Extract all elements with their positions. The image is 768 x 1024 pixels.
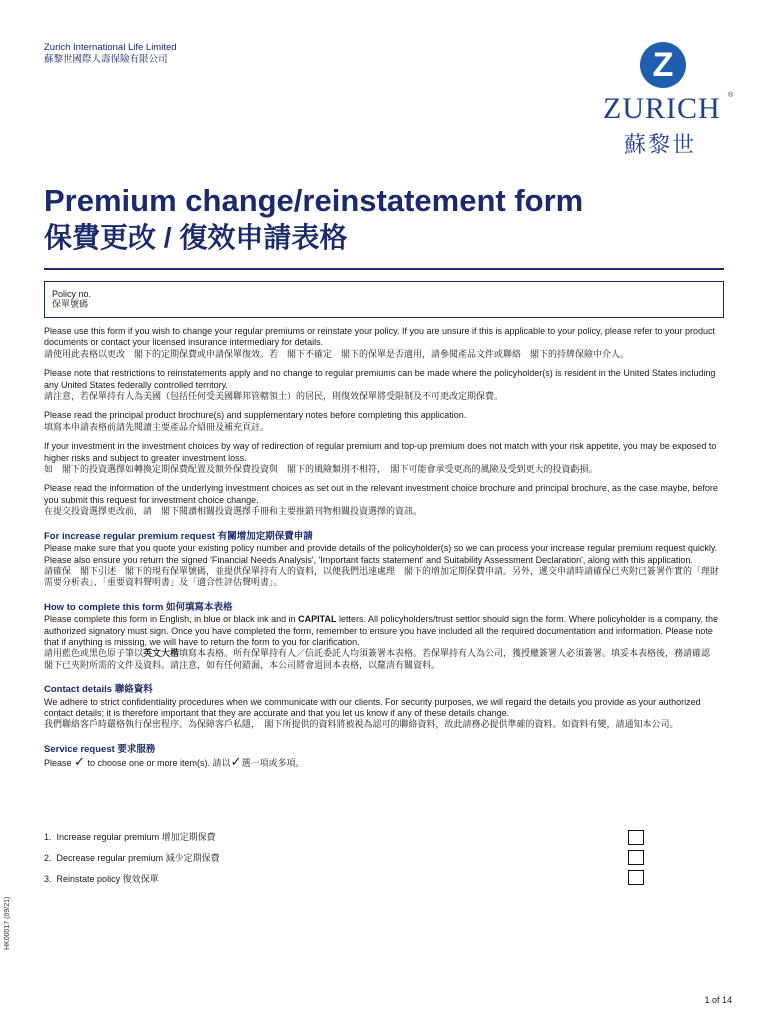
registered-mark: ® [728,92,734,99]
howto-heading-en: How to complete this form [44,601,164,613]
option-label-en: Increase regular premium [56,832,160,842]
instruction-text-en: to choose one or more item(s). [87,758,211,769]
option-label-cn: 減少定期保費 [165,853,220,863]
capital-emphasis-cn: 英文大楷 [143,648,180,659]
intro-text-en: Please note that restrictions to reinstatements apply and no change to regular premiums can be made where the policyholder(s) is resident in the United States including any United States federally controlled territory. [44,368,716,390]
contact-heading-en: Contact details [44,684,113,696]
intro-text-cn: 在提交投資選擇更改前，請 閣下閱讀相關投資選擇手冊和主要推銷刊物相關投資選擇的資訊。 [44,506,423,517]
option-number: 3. [44,874,52,884]
option-number: 1. [44,832,52,842]
zurich-logo [598,42,738,162]
intro-text-cn: 請使用此表格以更改 閣下的定期保費或申請保單復效。若 閣下不確定 閣下的保單是否適用，請參閱產品文件或聯絡 閣下的持牌保險中介人。 [44,348,630,359]
intro-text-en: If your investment in the investment choices by way of redirection of regular premium and top-up premium does not match with your risk appetite, you may be exposed to higher risks and subject to greater investment loss. [44,441,717,463]
option-label-en: Decrease regular premium [56,853,164,863]
option-number: 2. [44,853,52,863]
page-title: Premium change/reinstatement form [44,183,584,218]
intro-paragraph [44,326,726,360]
page-number: 1 of 14 [704,995,732,1005]
intro-text-en: Please read the information of the underlying investment choices as set out in the relevant investment choice brochure and principal brochure, as the case maybe, before you submit this request for investment choice change. [44,483,718,505]
contact-heading-cn: 聯絡資料 [114,684,153,696]
option-label-en: Reinstate policy [56,874,121,884]
instruction-text-en: Please [44,758,72,769]
howto-text-en: letters. All policyholders/trust settlor should sign the form. Where policyholder is a company, the authorized signatory must sign. Once you have completed the form, remember to ensure you have included all the required documentation and information. Please note that if anything is missing, we will have to return the form to you for clarification. [44,614,718,647]
intro-paragraph [44,368,726,402]
form-code: HK00017 (09/21) [4,896,11,950]
logo-chinese: 蘇黎世 [624,132,697,157]
company-name-cn: 蘇黎世國際人壽保險有限公司 [44,54,168,65]
logo-wordmark: ZURICH [603,92,721,125]
intro-paragraph [44,441,726,475]
increase-premium-checkbox[interactable] [628,830,644,845]
instruction-text-cn: 請以 [212,758,231,769]
policy-number-field[interactable] [44,281,724,318]
increase-heading [44,531,726,542]
option-label-cn: 增加定期保費 [161,832,216,842]
service-option-decrease [44,853,220,874]
company-name [44,42,177,66]
service-heading [44,744,726,755]
intro-text-en: Please use this form if you wish to change your regular premiums or reinstate your policy. If you are unsure if this is applicable to your policy, please refer to your product documents or contact your licensed insurance intermediary for details. [44,326,715,348]
howto-text-cn: 請用藍色或黑色原子筆以 [44,648,144,659]
reinstate-policy-checkbox[interactable] [628,870,644,885]
tick-icon: ✓ [230,754,242,770]
service-option-increase [44,832,220,853]
option-label-cn: 復效保單 [122,874,159,884]
company-name-en: Zurich International Life Limited [44,42,177,53]
instruction-text-cn: 選一項或多項。 [241,758,305,769]
howto-heading-cn: 如何填寫本表格 [165,601,233,613]
contact-text-en: We adhere to strict confidentiality procedures when we communicate with our clients. For security purposes, we will regard the details you provide as your authorized contact details; it is therefore important that they are accurate and that you let us know if any of these details change. [44,696,701,718]
howto-text-cn: 填寫本表格。所有保單持有人／信託委託人均須簽署本表格。若保單持有人為公司，獲授權簽署人必須簽署。填妥本表格後，務請確認 閣下已夾附所需的文件及資料。請注意，如有任何錯漏，本公司將會退回本表格，以釐清有關資料。 [44,648,720,670]
service-instruction [44,756,726,769]
service-options [44,832,220,895]
tick-icon: ✓ [74,754,85,770]
intro-paragraph [44,410,726,433]
intro-text-cn: 請注意，若保單持有人為美國（包括任何受美國聯邦管轄領土）的居民，則復效保單將受限制及不可更改定期保費。 [44,391,504,402]
form-instructions [44,326,726,770]
increase-heading-en: For increase regular premium request [44,530,216,542]
title-divider [44,268,724,270]
zurich-z-icon: Z [640,42,686,88]
increase-heading-cn: 有關增加定期保費申請 [217,530,313,542]
howto-text-en: Please complete this form in English, in blue or black ink and in [44,614,299,625]
decrease-premium-checkbox[interactable] [628,850,644,865]
intro-paragraph [44,483,726,517]
intro-text-cn: 如 閣下的投資選擇如轉換定期保費配置及額外保費投資與 閣下的風險類別不相符， 閣下可能會承受更高的風險及受到更大的投資虧損。 [44,464,598,475]
increase-text-en: Please make sure that you quote your existing policy number and provide details of the policyholder(s) so we can process your increase regular premium request quickly. Please also ensure you return the signed 'Financial Needs Analysis', 'Important facts statement' and Suitability Assessment Declaration', along with this application. [44,543,718,565]
intro-text-en: Please read the principal product brochure(s) and supplementary notes before completing this application. [44,410,467,421]
policy-number-label: Policy no. [52,289,92,299]
service-option-reinstate [44,874,220,895]
contact-heading [44,684,726,695]
intro-text-cn: 填寫本申請表格前請先閱讀主要產品介紹冊及補充頁註。 [44,421,270,432]
increase-text-cn: 請確保 閣下引述 閣下的現有保單號碼，並提供保單持有人的資料，以便我們迅速處理 閣下的增加定期保費申請。另外，遞交申請時請確保已夾附已簽署作實的「理財需要分析表」、「重要資料聲明書」及「適合性評估聲明書」。 [44,565,720,588]
service-heading-en: Service request [44,743,115,755]
capital-emphasis: CAPITAL [298,614,337,625]
increase-paragraph [44,543,726,589]
howto-heading [44,602,726,613]
policy-number-label-cn: 保單號碼 [52,299,89,309]
service-heading-cn: 要求服務 [117,743,156,755]
page-title-cn: 保費更改 / 復效申請表格 [44,222,348,253]
contact-text-cn: 我們聯絡客戶時嚴格執行保密程序。為保障客戶私隱， 閣下所提供的資料將被視為認可的聯絡資料，故此請務必提供準確的資料。如資料有變，請通知本公司。 [44,719,679,730]
contact-paragraph [44,697,726,731]
howto-paragraph [44,614,726,671]
